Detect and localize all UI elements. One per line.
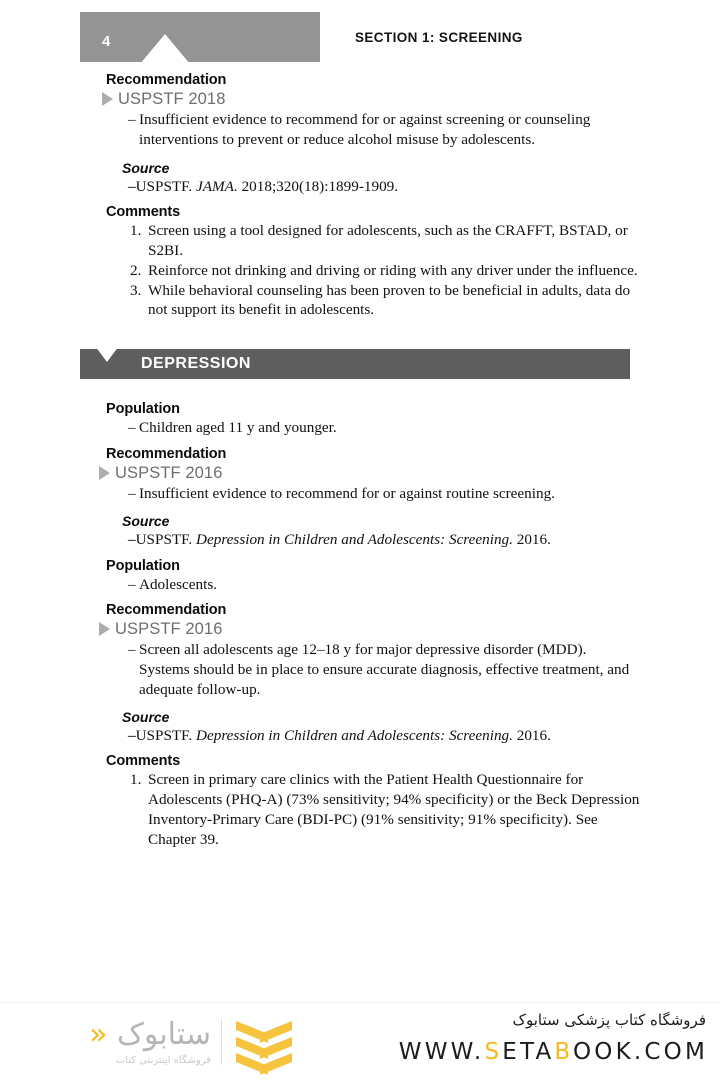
source-citation [128, 177, 633, 197]
list-item-text: While behavioral counseling has been proven to be beneficial in adults, data do not support its benefit in adolescents. [148, 281, 631, 319]
alcohol-recommendation-group [80, 72, 650, 320]
triangle-down-icon [95, 349, 119, 362]
source-org-label: USPSTF 2018 [118, 90, 226, 108]
citation-prefix: –USPSTF. [128, 177, 197, 195]
logo-chevron-glyph: « [89, 1017, 108, 1052]
list-item-text: Screen in primary care clinics with the Patient Health Questionnaire for Adolescents (PHQ-A) (73% sensitivity; 94% specificity) or the Beck Depression Inventory-Primary Care (BDI-PC) (91% sensitivity; 91% specificity). See Chapter 39. [148, 771, 640, 848]
recommendation-heading: Recommendation [106, 445, 227, 462]
source-citation [128, 726, 633, 746]
citation-title: Depression in Children and Adolescents: Screening. [196, 726, 513, 744]
recommendation-heading: Recommendation [106, 72, 227, 88]
source-org-row [99, 620, 650, 638]
depression-group-adolescents [80, 558, 650, 850]
citation-journal: JAMA. [196, 177, 238, 195]
list-item [130, 770, 648, 849]
page-content [0, 72, 720, 1002]
recommendation-text: – Insufficient evidence to recommend for or against routine screening. [128, 484, 644, 504]
url-accent-b: B [554, 1039, 573, 1065]
logo-wordmark [36, 1015, 211, 1055]
recommendation-text: – Screen all adolescents age 12–18 y for major depressive disorder (MDD). Systems should be in place to ensure accurate diagnosis, effective treatment, and adequate follow-up. [128, 640, 634, 699]
url-part-3: OOK.COM [572, 1039, 708, 1065]
citation-title: Depression in Children and Adolescents: Screening. [196, 530, 513, 548]
source-org-row [99, 464, 650, 482]
content-column [80, 72, 650, 849]
citation-suffix: 2016. [512, 530, 551, 548]
site-url[interactable] [399, 1039, 708, 1065]
recommendation-text: – Insufficient evidence to recommend for or against screening or counseling interventions to prevent or reduce alcohol misuse by adolescents. [128, 110, 644, 150]
population-text: – Children aged 11 y and younger. [128, 418, 644, 438]
site-tagline-fa: فروشگاه کتاب پزشکی ستابوک [512, 1011, 706, 1029]
source-heading: Source [122, 708, 170, 725]
list-item-text: Screen using a tool designed for adolescents, such as the CRAFFT, BSTAD, or S2BI. [148, 222, 628, 260]
source-org-label: USPSTF 2016 [115, 463, 223, 482]
list-item-number: 1. [130, 222, 142, 240]
list-item [130, 221, 648, 261]
logo-divider [221, 1019, 222, 1065]
citation-suffix: 2016. [512, 726, 551, 744]
topic-title: DEPRESSION [141, 355, 251, 373]
source-heading: Source [122, 512, 170, 529]
list-item-number: 1. [130, 771, 142, 789]
triangle-right-icon [99, 466, 110, 480]
source-org-label: USPSTF 2016 [115, 620, 223, 639]
population-heading: Population [106, 401, 180, 418]
comments-heading: Comments [106, 753, 181, 770]
list-item-number: 3. [130, 281, 142, 299]
url-part-2: ETA [502, 1039, 555, 1065]
list-item-text: Reinforce not drinking and driving or riding with any driver under the influence. [148, 261, 638, 279]
url-part-1: WWW. [398, 1039, 485, 1065]
population-heading: Population [106, 557, 180, 574]
chevron-1 [236, 1021, 292, 1034]
list-item [130, 261, 648, 281]
section-title: SECTION 1: SCREENING [355, 30, 523, 45]
chevron-3 [236, 1053, 292, 1066]
footer-watermark [0, 1002, 720, 1081]
setabook-logo[interactable] [36, 1013, 266, 1075]
recommendation-heading: Recommendation [106, 602, 227, 619]
source-citation [128, 530, 633, 550]
topic-header-depression [80, 349, 630, 379]
triangle-right-icon [102, 92, 113, 106]
citation-suffix: 2018;320(18):1899-1909. [237, 177, 399, 195]
content-fade-overlay [0, 986, 720, 1002]
comments-heading: Comments [106, 204, 181, 221]
page-header [0, 0, 720, 72]
list-item-number: 2. [130, 261, 142, 279]
page-number: 4 [102, 33, 111, 50]
citation-prefix: –USPSTF. [128, 530, 197, 548]
logo-wordmark-text: ستابوک [116, 1017, 211, 1052]
list-item [130, 281, 648, 321]
triangle-right-icon [99, 622, 110, 636]
population-text: – Adolescents. [128, 575, 644, 595]
chevron-2 [236, 1037, 292, 1050]
triple-chevron-down-icon [236, 1021, 292, 1067]
page-number-block [80, 12, 320, 62]
logo-subtitle: فروشگاه اینترنتی کتاب [115, 1055, 211, 1066]
citation-prefix: –USPSTF. [128, 726, 197, 744]
source-heading: Source [122, 159, 170, 176]
triangle-up-icon [140, 34, 190, 62]
source-org-row [102, 90, 650, 108]
depression-group-children [80, 401, 650, 549]
comments-list [80, 221, 650, 320]
comments-list [80, 770, 650, 849]
url-accent-s: S [484, 1039, 503, 1065]
